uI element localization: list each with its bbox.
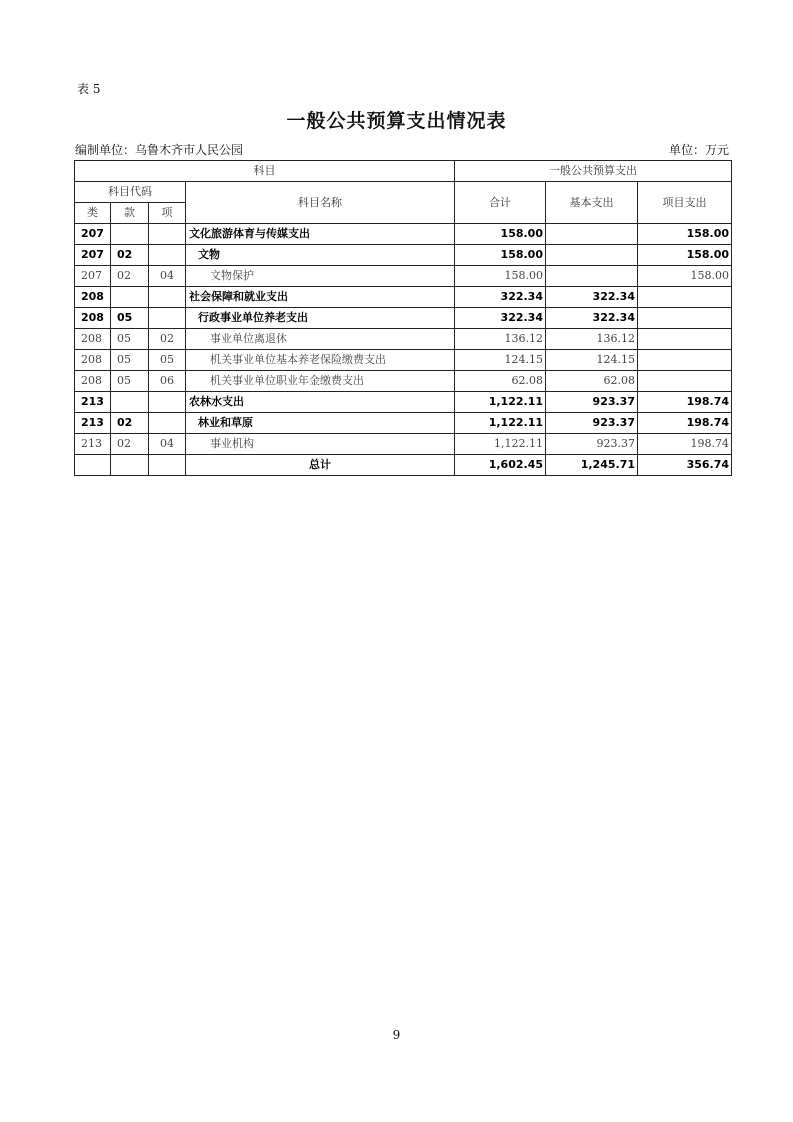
unit-label: 单位：万元 [668, 143, 729, 157]
cell-total: 158.00 [455, 224, 546, 245]
table-row [75, 245, 732, 266]
total-row [75, 455, 732, 476]
cell-xiang: 06 [149, 371, 186, 392]
table-row [75, 308, 732, 329]
cell-basic: 322.34 [546, 287, 638, 308]
cell-basic: 923.37 [546, 413, 638, 434]
cell-kuan: 05 [111, 371, 149, 392]
header-basic: 基本支出 [546, 182, 638, 224]
total-basic: 1,245.71 [546, 455, 638, 476]
cell-xiang [149, 287, 186, 308]
cell-name: 事业单位离退休 [186, 329, 455, 350]
cell-basic [546, 224, 638, 245]
cell-project: 198.74 [638, 413, 732, 434]
cell-lei [75, 455, 111, 476]
cell-lei: 207 [75, 224, 111, 245]
cell-xiang [149, 224, 186, 245]
org-line [75, 141, 731, 158]
cell-lei: 207 [75, 266, 111, 287]
cell-basic: 923.37 [546, 434, 638, 455]
cell-lei: 207 [75, 245, 111, 266]
cell-kuan [111, 224, 149, 245]
cell-total: 158.00 [455, 245, 546, 266]
cell-xiang [149, 413, 186, 434]
cell-basic: 62.08 [546, 371, 638, 392]
cell-total: 136.12 [455, 329, 546, 350]
header-subject: 科目 [75, 161, 455, 182]
cell-lei: 208 [75, 287, 111, 308]
org-label: 编制单位：乌鲁木齐市人民公园 [75, 143, 244, 157]
cell-total: 322.34 [455, 287, 546, 308]
cell-name: 林业和草原 [186, 413, 455, 434]
cell-basic: 124.15 [546, 350, 638, 371]
table-row [75, 350, 732, 371]
header-xiang: 项 [149, 203, 186, 224]
total-label: 总计 [186, 455, 455, 476]
cell-project [638, 287, 732, 308]
cell-total: 124.15 [455, 350, 546, 371]
cell-lei: 213 [75, 413, 111, 434]
cell-name: 农林水支出 [186, 392, 455, 413]
cell-xiang [149, 245, 186, 266]
cell-xiang [149, 308, 186, 329]
cell-name: 机关事业单位职业年金缴费支出 [186, 371, 455, 392]
header-project: 项目支出 [638, 182, 732, 224]
budget-table [74, 160, 732, 476]
table-row [75, 413, 732, 434]
cell-kuan: 05 [111, 350, 149, 371]
header-subject-code: 科目代码 [75, 182, 186, 203]
cell-total: 62.08 [455, 371, 546, 392]
cell-project [638, 350, 732, 371]
cell-total: 158.00 [455, 266, 546, 287]
cell-lei: 213 [75, 392, 111, 413]
cell-name: 行政事业单位养老支出 [186, 308, 455, 329]
cell-lei: 213 [75, 434, 111, 455]
cell-project [638, 329, 732, 350]
cell-kuan: 02 [111, 245, 149, 266]
page-number: 9 [392, 1028, 401, 1042]
cell-lei: 208 [75, 371, 111, 392]
cell-total: 322.34 [455, 308, 546, 329]
cell-xiang: 04 [149, 434, 186, 455]
total-project: 356.74 [638, 455, 732, 476]
cell-basic: 322.34 [546, 308, 638, 329]
cell-name: 事业机构 [186, 434, 455, 455]
cell-project: 158.00 [638, 266, 732, 287]
cell-project: 158.00 [638, 224, 732, 245]
table-row [75, 287, 732, 308]
cell-project [638, 371, 732, 392]
table-row [75, 392, 732, 413]
table-number: 表 5 [77, 82, 101, 96]
cell-lei: 208 [75, 350, 111, 371]
cell-project [638, 308, 732, 329]
cell-project: 198.74 [638, 392, 732, 413]
table-row [75, 224, 732, 245]
cell-name: 机关事业单位基本养老保险缴费支出 [186, 350, 455, 371]
cell-name: 文物 [186, 245, 455, 266]
cell-lei: 208 [75, 329, 111, 350]
page-title: 一般公共预算支出情况表 [286, 110, 507, 132]
cell-project: 198.74 [638, 434, 732, 455]
cell-name: 文化旅游体育与传媒支出 [186, 224, 455, 245]
cell-name: 文物保护 [186, 266, 455, 287]
cell-kuan: 05 [111, 329, 149, 350]
cell-basic [546, 266, 638, 287]
cell-basic: 136.12 [546, 329, 638, 350]
header-expenditure-group: 一般公共预算支出 [455, 161, 732, 182]
cell-xiang: 02 [149, 329, 186, 350]
cell-total: 1,122.11 [455, 413, 546, 434]
cell-total: 1,122.11 [455, 434, 546, 455]
cell-basic: 923.37 [546, 392, 638, 413]
cell-xiang [149, 392, 186, 413]
table-row [75, 329, 732, 350]
header-lei: 类 [75, 203, 111, 224]
header-kuan: 款 [111, 203, 149, 224]
cell-xiang: 05 [149, 350, 186, 371]
cell-total: 1,122.11 [455, 392, 546, 413]
table-row [75, 266, 732, 287]
cell-lei: 208 [75, 308, 111, 329]
header-subject-name: 科目名称 [186, 182, 455, 224]
header-total: 合计 [455, 182, 546, 224]
total-sum: 1,602.45 [455, 455, 546, 476]
cell-kuan: 02 [111, 434, 149, 455]
cell-xiang: 04 [149, 266, 186, 287]
cell-basic [546, 245, 638, 266]
table-row [75, 371, 732, 392]
cell-kuan: 02 [111, 266, 149, 287]
cell-name: 社会保障和就业支出 [186, 287, 455, 308]
cell-kuan [111, 455, 149, 476]
cell-kuan [111, 392, 149, 413]
cell-xiang [149, 455, 186, 476]
cell-project: 158.00 [638, 245, 732, 266]
cell-kuan [111, 287, 149, 308]
table-row [75, 434, 732, 455]
cell-kuan: 05 [111, 308, 149, 329]
cell-kuan: 02 [111, 413, 149, 434]
